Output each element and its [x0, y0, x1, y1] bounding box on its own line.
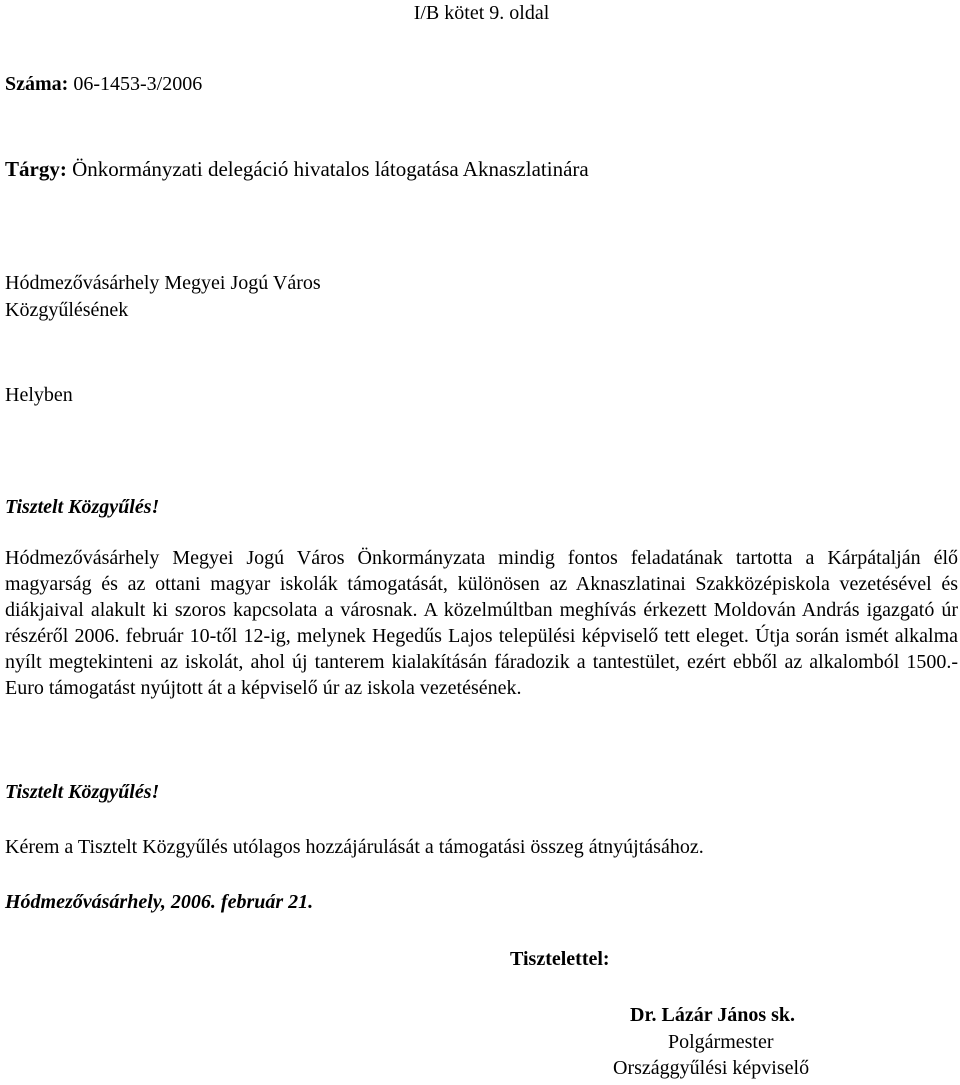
subject-line — [5, 156, 589, 182]
recipient-line-1: Hódmezővásárhely Megyei Jogú Város — [5, 272, 321, 294]
signatory-title: Polgármester — [668, 1031, 774, 1053]
salutation-first: Tisztelt Közgyűlés! — [5, 496, 160, 518]
recipient-place: Helyben — [5, 384, 73, 406]
recipient-line-2: Közgyűlésének — [5, 299, 129, 321]
subject-label: Tárgy: — [5, 157, 67, 181]
subject-value: Önkormányzati delegáció hivatalos látogatása Aknaszlatinára — [72, 157, 589, 181]
page-reference: I/B kötet 9. oldal — [413, 2, 550, 24]
salutation-second: Tisztelt Közgyűlés! — [5, 781, 160, 803]
signatory-title-2: Országgyűlési képviselő — [613, 1057, 810, 1079]
number-value: 06-1453-3/2006 — [73, 73, 203, 95]
number-label: Száma: — [5, 73, 69, 95]
signatory-name: Dr. Lázár János sk. — [630, 1004, 796, 1026]
body-paragraph: Hódmezővásárhely Megyei Jogú Város Önkormányzata mindig fontos feladatának tartotta a Kárpátalján élő magyarság és az ottani magyar iskolák támogatását, különösen az Aknaszlatinai Szakközépiskola vezetésével és diákjaival alakult ki szoros kapcsolata a városnak. A közelmúltban meghívás érkezett Moldován András igazgató úr részéről 2006. február 10-től 12-ig, melynek Hegedűs Lajos települési képviselő tett eleget. Útja során ismét alkalma nyílt megtekinteni az iskolát, ahol új tanterem kialakításán fáradozik a tantestület, ezért ebből az alkalomból 1500.- Euro támogatást nyújtott át a képviselő úr az iskola vezetésének. — [5, 547, 958, 699]
closing-line: Tisztelettel: — [510, 948, 610, 970]
request-line: Kérem a Tisztelt Közgyűlés utólagos hozzájárulását a támogatási összeg átnyújtásához. — [5, 836, 704, 858]
date-line: Hódmezővásárhely, 2006. február 21. — [5, 891, 314, 913]
number-line — [5, 72, 202, 96]
